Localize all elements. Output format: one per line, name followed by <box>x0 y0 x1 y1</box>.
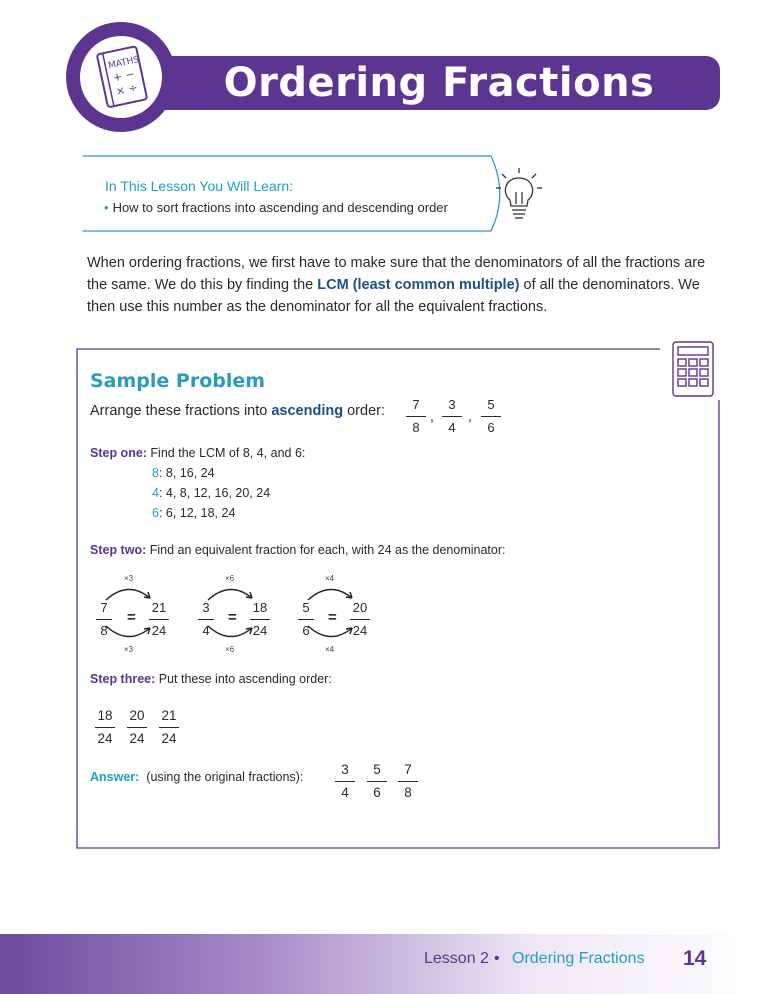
prompt-after: order: <box>343 403 385 419</box>
fraction: 20 24 <box>127 708 147 747</box>
multiples-row: 6: 6, 12, 18, 24 <box>152 506 236 520</box>
lesson-box <box>76 155 516 233</box>
lesson-heading: In This Lesson You Will Learn: <box>105 178 294 194</box>
multiplier-label: ×3 <box>124 574 134 583</box>
svg-text:× ÷: × ÷ <box>114 80 139 99</box>
sample-prompt <box>90 403 385 419</box>
fraction: 20 24 <box>350 600 370 639</box>
intro-text-1: When ordering fractions, we first have to make sure that the denominators of all the fractions are the same. We do this by finding the <box>87 255 706 293</box>
fraction: 5 6 <box>367 762 387 801</box>
fraction: 3 4 <box>198 600 214 639</box>
page-title: Ordering Fractions <box>223 60 655 106</box>
prompt-text: Arrange these fractions into <box>90 403 272 419</box>
multiplier-label: ×3 <box>124 645 134 654</box>
step-three: Step three: Put these into ascending order: <box>90 672 332 686</box>
multiplier-label: ×6 <box>225 574 235 583</box>
footer-lesson: Lesson 2 <box>424 950 489 967</box>
lesson-item <box>104 200 448 215</box>
footer-topic: Ordering Fractions <box>512 950 645 967</box>
fraction: 21 24 <box>159 708 179 747</box>
sample-title: Sample Problem <box>90 370 266 392</box>
footer-separator: • <box>494 950 500 967</box>
equals-sign: = <box>127 609 136 626</box>
fraction: 7 8 <box>398 762 418 801</box>
fraction: 7 8 <box>406 397 426 436</box>
title-banner <box>128 56 720 110</box>
multiples-row: 8: 8, 16, 24 <box>152 466 215 480</box>
fraction: 7 8 <box>96 600 112 639</box>
fraction: 18 24 <box>95 708 115 747</box>
multiples-row: 4: 4, 8, 12, 16, 20, 24 <box>152 486 271 500</box>
page-number: 14 <box>683 947 707 970</box>
calculator-icon <box>670 340 716 398</box>
bullet-icon: • <box>104 200 109 215</box>
lightbulb-icon <box>494 166 544 224</box>
intro-text-2: of all the denominators. We then use this number as the denominator for all the equivalent fractions. <box>87 277 700 315</box>
multiplier-label: ×4 <box>325 574 335 583</box>
comma: , <box>430 408 434 424</box>
fraction: 3 4 <box>442 397 462 436</box>
fraction: 18 24 <box>250 600 270 639</box>
step-one: Step one: Find the LCM of 8, 4, and 6: <box>90 446 306 460</box>
svg-text:+ −: + − <box>111 67 136 85</box>
equals-sign: = <box>228 609 237 626</box>
equals-sign: = <box>328 609 337 626</box>
fraction: 21 24 <box>149 600 169 639</box>
answer-line: Answer: (using the original fractions): <box>90 770 304 784</box>
intro-lcm-highlight: LCM (least common multiple) <box>317 277 520 293</box>
lesson-item-text: How to sort fractions into ascending and descending order <box>112 200 448 215</box>
fraction: 5 6 <box>481 397 501 436</box>
prompt-highlight: ascending <box>271 403 344 419</box>
comma: , <box>468 408 472 424</box>
multiplier-label: ×6 <box>225 645 235 654</box>
badge-text: MATHS <box>107 54 141 72</box>
footer-band <box>0 934 768 994</box>
fraction: 3 4 <box>335 762 355 801</box>
step-two: Step two: Find an equivalent fraction for each, with 24 as the denominator: <box>90 543 506 557</box>
fraction: 5 6 <box>298 600 314 639</box>
maths-book-icon <box>80 36 162 118</box>
badge-inner <box>80 36 162 118</box>
multiplier-label: ×4 <box>325 645 335 654</box>
intro-paragraph <box>87 252 727 318</box>
